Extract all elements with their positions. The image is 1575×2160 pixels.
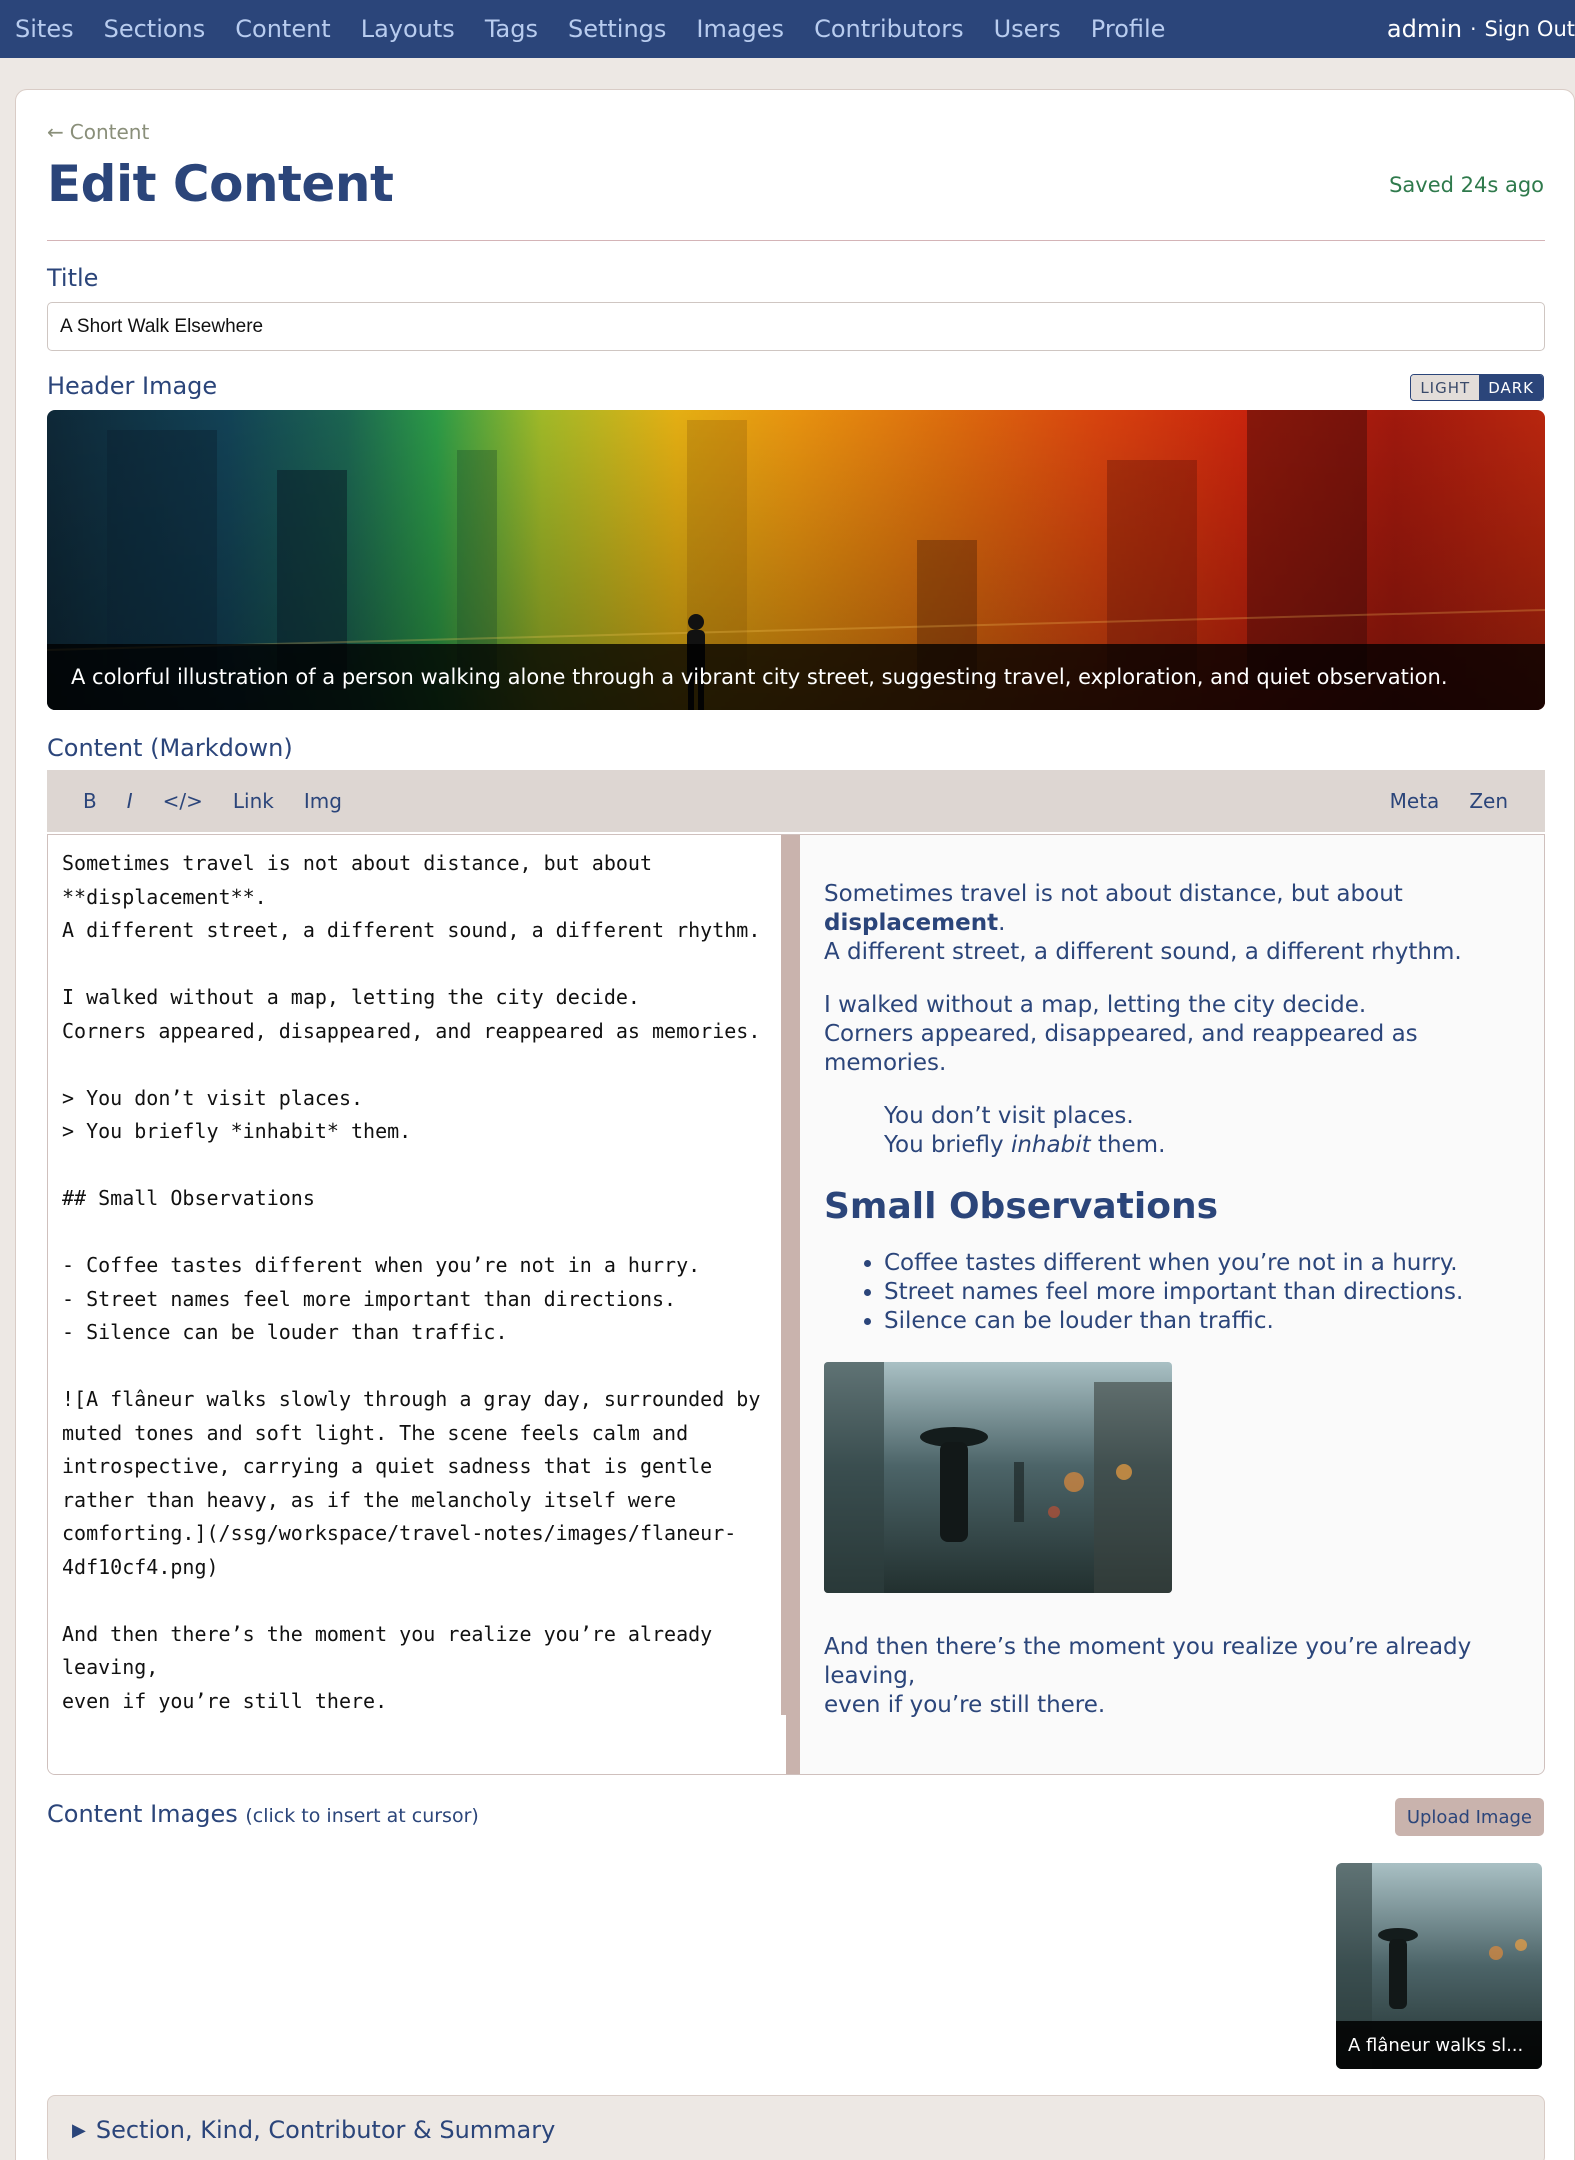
top-nav: [0, 0, 1575, 58]
nav-link-contributors[interactable]: Contributors: [814, 15, 964, 43]
theme-dark-button[interactable]: DARK: [1479, 375, 1543, 400]
sign-out-link[interactable]: Sign Out: [1484, 17, 1575, 41]
preview-image: [824, 1362, 1172, 1593]
header-image[interactable]: [47, 410, 1545, 710]
zen-button[interactable]: Zen: [1469, 789, 1508, 813]
nav-link-content[interactable]: Content: [235, 15, 331, 43]
arrow-left-icon: ←: [47, 120, 64, 144]
toolbar-right-group: [1375, 789, 1523, 813]
preview-emphasis: inhabit: [1010, 1132, 1091, 1158]
content-images-hint: (click to insert at cursor): [245, 1805, 479, 1827]
theme-light-button[interactable]: LIGHT: [1411, 375, 1479, 400]
nav-link-layouts[interactable]: Layouts: [360, 15, 455, 43]
toolbar-left-group: [68, 789, 357, 813]
edit-content-card: [15, 89, 1575, 2160]
page-title: Edit Content: [47, 155, 394, 213]
content-images-label: [47, 1800, 479, 1828]
editor-panes: [47, 834, 1545, 1775]
title-label: Title: [47, 264, 99, 292]
section-details-toggle[interactable]: [47, 2095, 1545, 2160]
nav-link-profile[interactable]: Profile: [1090, 15, 1166, 43]
content-image-thumbnail[interactable]: [1336, 1863, 1542, 2069]
preview-text: You briefly: [884, 1132, 1011, 1158]
nav-link-users[interactable]: Users: [993, 15, 1061, 43]
header-image-caption: A colorful illustration of a person walking alone through a vibrant city street, suggesting travel, exploration, and quiet observation.: [47, 644, 1545, 710]
nav-link-sections[interactable]: Sections: [103, 15, 206, 43]
saved-status: Saved 24s ago: [1389, 173, 1544, 197]
preview-list-item: • Street names feel more important than directions.: [884, 1278, 1520, 1307]
current-user: admin: [1386, 15, 1463, 43]
preview-list-item: • Coffee tastes different when you’re not in a hurry.: [884, 1249, 1520, 1278]
preview-list: [884, 1249, 1520, 1336]
link-button[interactable]: Link: [232, 789, 274, 813]
flaneur-illustration: [824, 1362, 1172, 1593]
back-to-content-link[interactable]: [47, 120, 149, 144]
nav-link-settings[interactable]: Settings: [567, 15, 667, 43]
code-button[interactable]: </>: [162, 789, 203, 813]
preview-text: I walked without a map, letting the city decide.: [824, 992, 1367, 1018]
content-images-title: Content Images: [47, 1800, 238, 1828]
preview-blockquote: [884, 1102, 1520, 1160]
preview-text: .: [998, 910, 1006, 936]
preview-text: even if you’re still there.: [824, 1692, 1106, 1718]
theme-toggle: [1410, 374, 1544, 401]
preview-paragraph: [824, 1633, 1520, 1720]
preview-text: And then there’s the moment you realize you’re already leaving,: [824, 1634, 1472, 1689]
caret-right-icon: ▶: [72, 2119, 86, 2141]
preview-paragraph: [824, 991, 1520, 1078]
pane-resize-handle[interactable]: [786, 835, 800, 1774]
nav-link-sites[interactable]: Sites: [15, 15, 74, 43]
nav-link-images[interactable]: Images: [696, 15, 785, 43]
title-input[interactable]: [47, 302, 1545, 351]
preview-paragraph: [824, 880, 1520, 967]
content-markdown-label: Content (Markdown): [47, 734, 293, 762]
preview-text: You don’t visit places.: [884, 1103, 1134, 1129]
preview-text: Sometimes travel is not about distance, but about: [824, 881, 1403, 907]
user-separator: ·: [1470, 17, 1477, 41]
back-link-label: Content: [69, 120, 150, 144]
editor-toolbar: [47, 770, 1545, 832]
markdown-textarea[interactable]: Sometimes travel is not about distance, but about **displacement**. A different street, a different sound, a different rhythm. I walked without a map, letting the city decide. Corners appeared, disappeared, and reappeared as memories. > You don’t visit places. > You briefly *inhabit* them. ## Small Observations - Coffee tastes different when you’re not in a hurry. - Street names feel more important than directions. - Silence can be louder than traffic. ![A flâneur walks slowly through a gray day, surrounded by muted tones and soft light. The scene feels calm and introspective, carrying a quiet sadness that is gentle rather than heavy, as if the melancholy itself were comforting.](/ssg/workspace/travel-notes/images/flaneur-4df10cf4.png) And then there’s the moment you realize you’re already leaving, even if you’re still there.: [48, 835, 790, 1774]
italic-button[interactable]: I: [126, 789, 133, 813]
section-details-label: Section, Kind, Contributor & Summary: [95, 2116, 556, 2144]
meta-button[interactable]: Meta: [1389, 789, 1440, 813]
markdown-preview: [800, 835, 1544, 1774]
preview-heading: Small Observations: [824, 1186, 1219, 1227]
bold-button[interactable]: B: [83, 789, 97, 813]
preview-text: them.: [1090, 1132, 1166, 1158]
user-area: [1387, 0, 1575, 58]
thumbnail-caption: A flâneur walks sl...: [1336, 2021, 1542, 2069]
nav-link-tags[interactable]: Tags: [484, 15, 538, 43]
preview-text: A different street, a different sound, a different rhythm.: [824, 939, 1462, 965]
header-image-label: Header Image: [47, 372, 218, 400]
title-input-value: A Short Walk Elsewhere: [60, 315, 264, 337]
image-button[interactable]: Img: [303, 789, 342, 813]
preview-text: Corners appeared, disappeared, and reappeared as memories.: [824, 1021, 1418, 1076]
nav-items: [0, 15, 1180, 43]
preview-bold: displacement: [824, 910, 999, 936]
upload-image-button[interactable]: Upload Image: [1395, 1798, 1544, 1836]
preview-list-item: • Silence can be louder than traffic.: [884, 1307, 1520, 1336]
title-divider: [47, 240, 1545, 241]
